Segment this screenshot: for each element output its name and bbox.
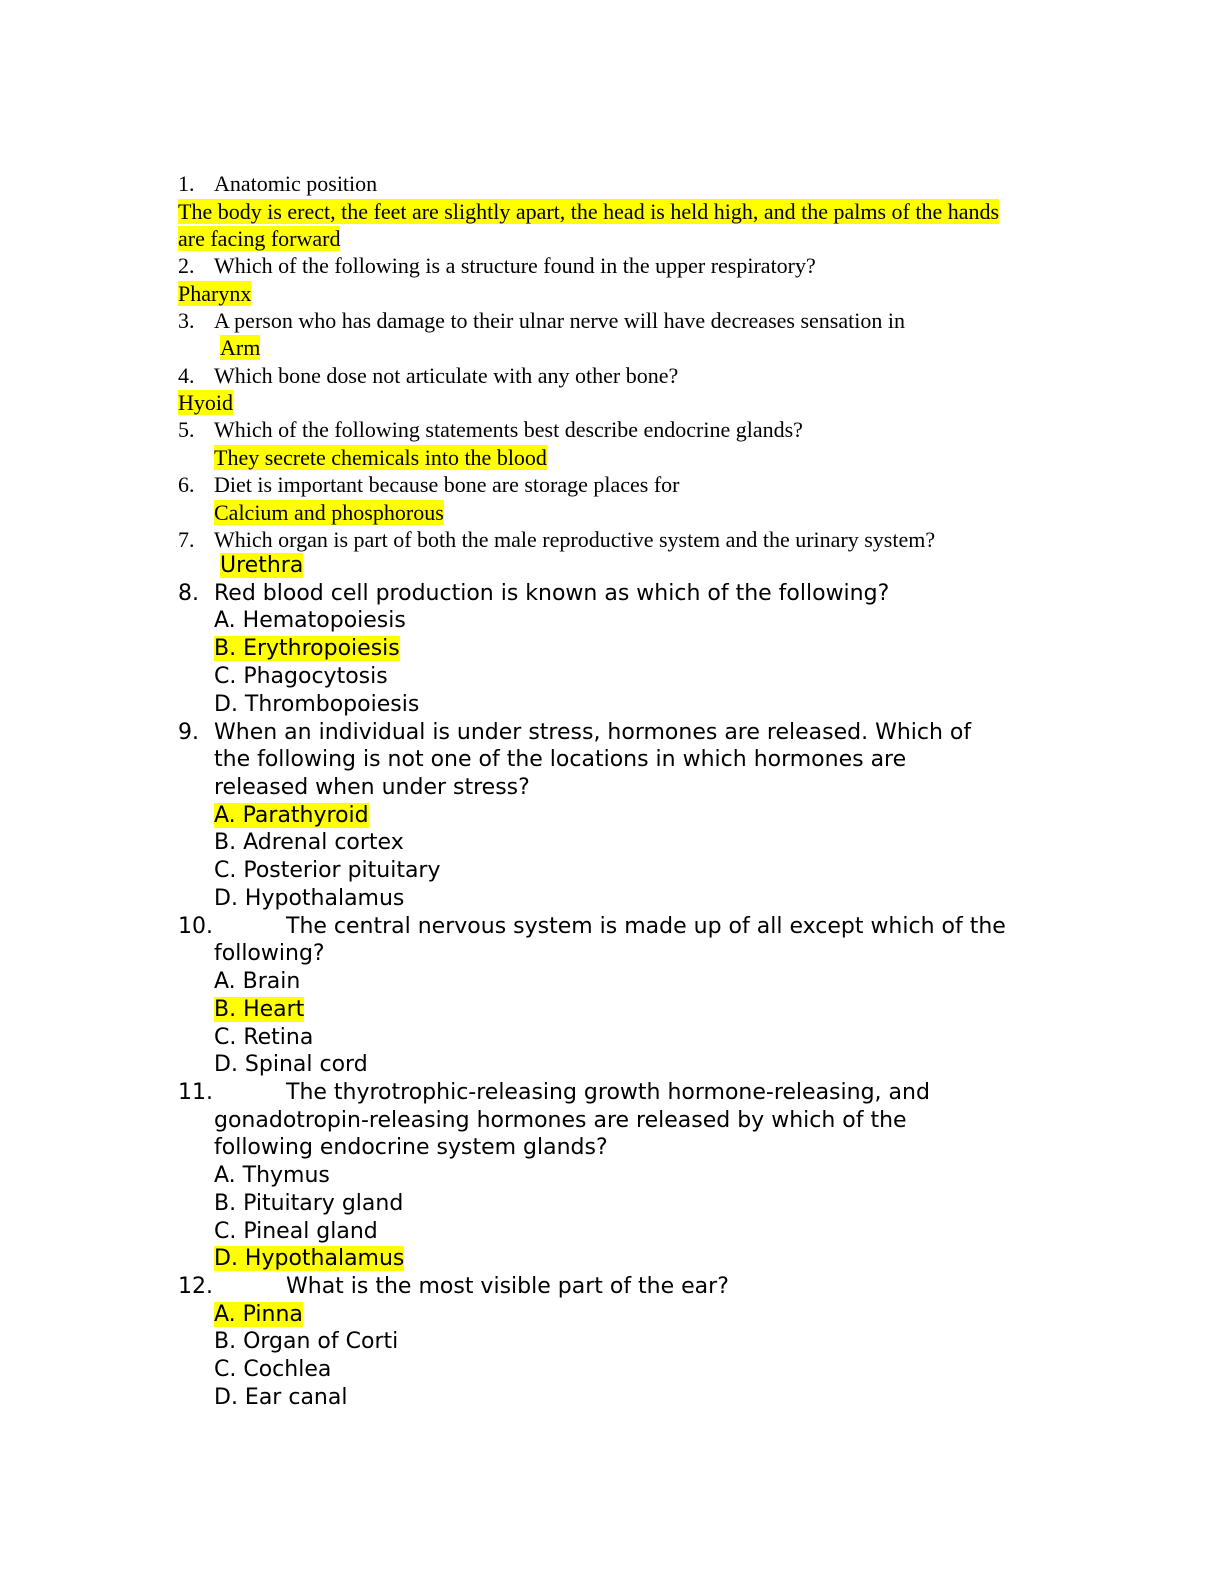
option: D. Hypothalamus	[214, 886, 405, 911]
option: D. Spinal cord	[214, 1052, 368, 1077]
option-correct	[214, 635, 400, 662]
answer-highlight: The body is erect, the feet are slightly apart, the head is held high, and the palms of the hands	[178, 199, 1000, 224]
answer-highlight: They secrete chemicals into the blood	[214, 445, 547, 470]
question-number: 11.	[178, 1080, 213, 1105]
option-correct	[214, 1245, 404, 1272]
answer-highlight: Calcium and phosphorous	[214, 500, 444, 525]
option: D. Ear canal	[214, 1385, 348, 1410]
option: A. Thymus	[214, 1163, 330, 1188]
question-text: Red blood cell production is known as which of the following?	[214, 581, 890, 606]
question-number: 5.	[178, 417, 195, 442]
question-number: 8.	[178, 581, 199, 606]
answer-line	[178, 389, 233, 416]
answer-highlight: Arm	[220, 335, 261, 360]
question-text: Anatomic position	[214, 171, 378, 196]
option: A. Hematopoiesis	[214, 608, 406, 633]
option: C. Retina	[214, 1025, 314, 1050]
question-text: Which of the following is a structure found in the upper respiratory?	[214, 253, 816, 278]
question-text: following endocrine system glands?	[214, 1135, 608, 1160]
question-text: Which bone dose not articulate with any other bone?	[214, 363, 679, 388]
answer-line	[178, 198, 999, 225]
question-text: A person who has damage to their ulnar nerve will have decreases sensation in	[214, 308, 905, 333]
option-correct	[214, 802, 369, 829]
answer-highlight: are facing forward	[178, 226, 341, 251]
question-text: The thyrotrophic-releasing growth hormone-releasing, and	[286, 1080, 930, 1105]
question-text: What is the most visible part of the ear?	[286, 1274, 729, 1299]
answer-line	[220, 334, 260, 361]
question-number: 2.	[178, 253, 195, 278]
answer-highlight: Pharynx	[178, 281, 252, 306]
question-text: The central nervous system is made up of all except which of the	[286, 914, 1006, 939]
answer-line	[220, 552, 303, 579]
question-text: released when under stress?	[214, 775, 530, 800]
option: A. Brain	[214, 969, 301, 994]
question-number: 7.	[178, 527, 195, 552]
answer-highlight: B. Erythropoiesis	[214, 636, 400, 661]
option-correct	[214, 1301, 303, 1328]
question-number: 6.	[178, 472, 195, 497]
question-number: 9.	[178, 720, 199, 745]
question-text: Which of the following statements best describe endocrine glands?	[214, 417, 803, 442]
question-text: following?	[214, 941, 325, 966]
question-text: Diet is important because bone are storage places for	[214, 472, 680, 497]
option-correct	[214, 996, 304, 1023]
question-text: When an individual is under stress, hormones are released. Which of	[214, 720, 972, 745]
answer-highlight: Urethra	[220, 553, 304, 578]
question-number: 1.	[178, 171, 195, 196]
answer-highlight: B. Heart	[214, 997, 305, 1022]
question-text: Which organ is part of both the male reproductive system and the urinary system?	[214, 527, 936, 552]
answer-highlight: Hyoid	[178, 390, 233, 415]
answer-line	[178, 225, 340, 252]
answer-line	[178, 280, 251, 307]
answer-highlight: A. Pinna	[214, 1302, 303, 1327]
option: C. Cochlea	[214, 1357, 332, 1382]
option: D. Thrombopoiesis	[214, 692, 420, 717]
question-text: gonadotropin-releasing hormones are released by which of the	[214, 1108, 907, 1133]
question-number: 3.	[178, 308, 195, 333]
option: C. Pineal gland	[214, 1219, 378, 1244]
option: C. Posterior pituitary	[214, 858, 441, 883]
option: B. Adrenal cortex	[214, 830, 404, 855]
option: B. Pituitary gland	[214, 1191, 404, 1216]
answer-line	[214, 499, 444, 526]
question-number: 12.	[178, 1274, 213, 1299]
question-text: the following is not one of the locations in which hormones are	[214, 747, 907, 772]
question-number: 4.	[178, 363, 195, 388]
answer-highlight: A. Parathyroid	[214, 803, 369, 828]
answer-line	[214, 444, 547, 471]
option: B. Organ of Corti	[214, 1329, 399, 1354]
option: C. Phagocytosis	[214, 664, 388, 689]
question-number: 10.	[178, 914, 213, 939]
answer-highlight: D. Hypothalamus	[214, 1246, 405, 1271]
